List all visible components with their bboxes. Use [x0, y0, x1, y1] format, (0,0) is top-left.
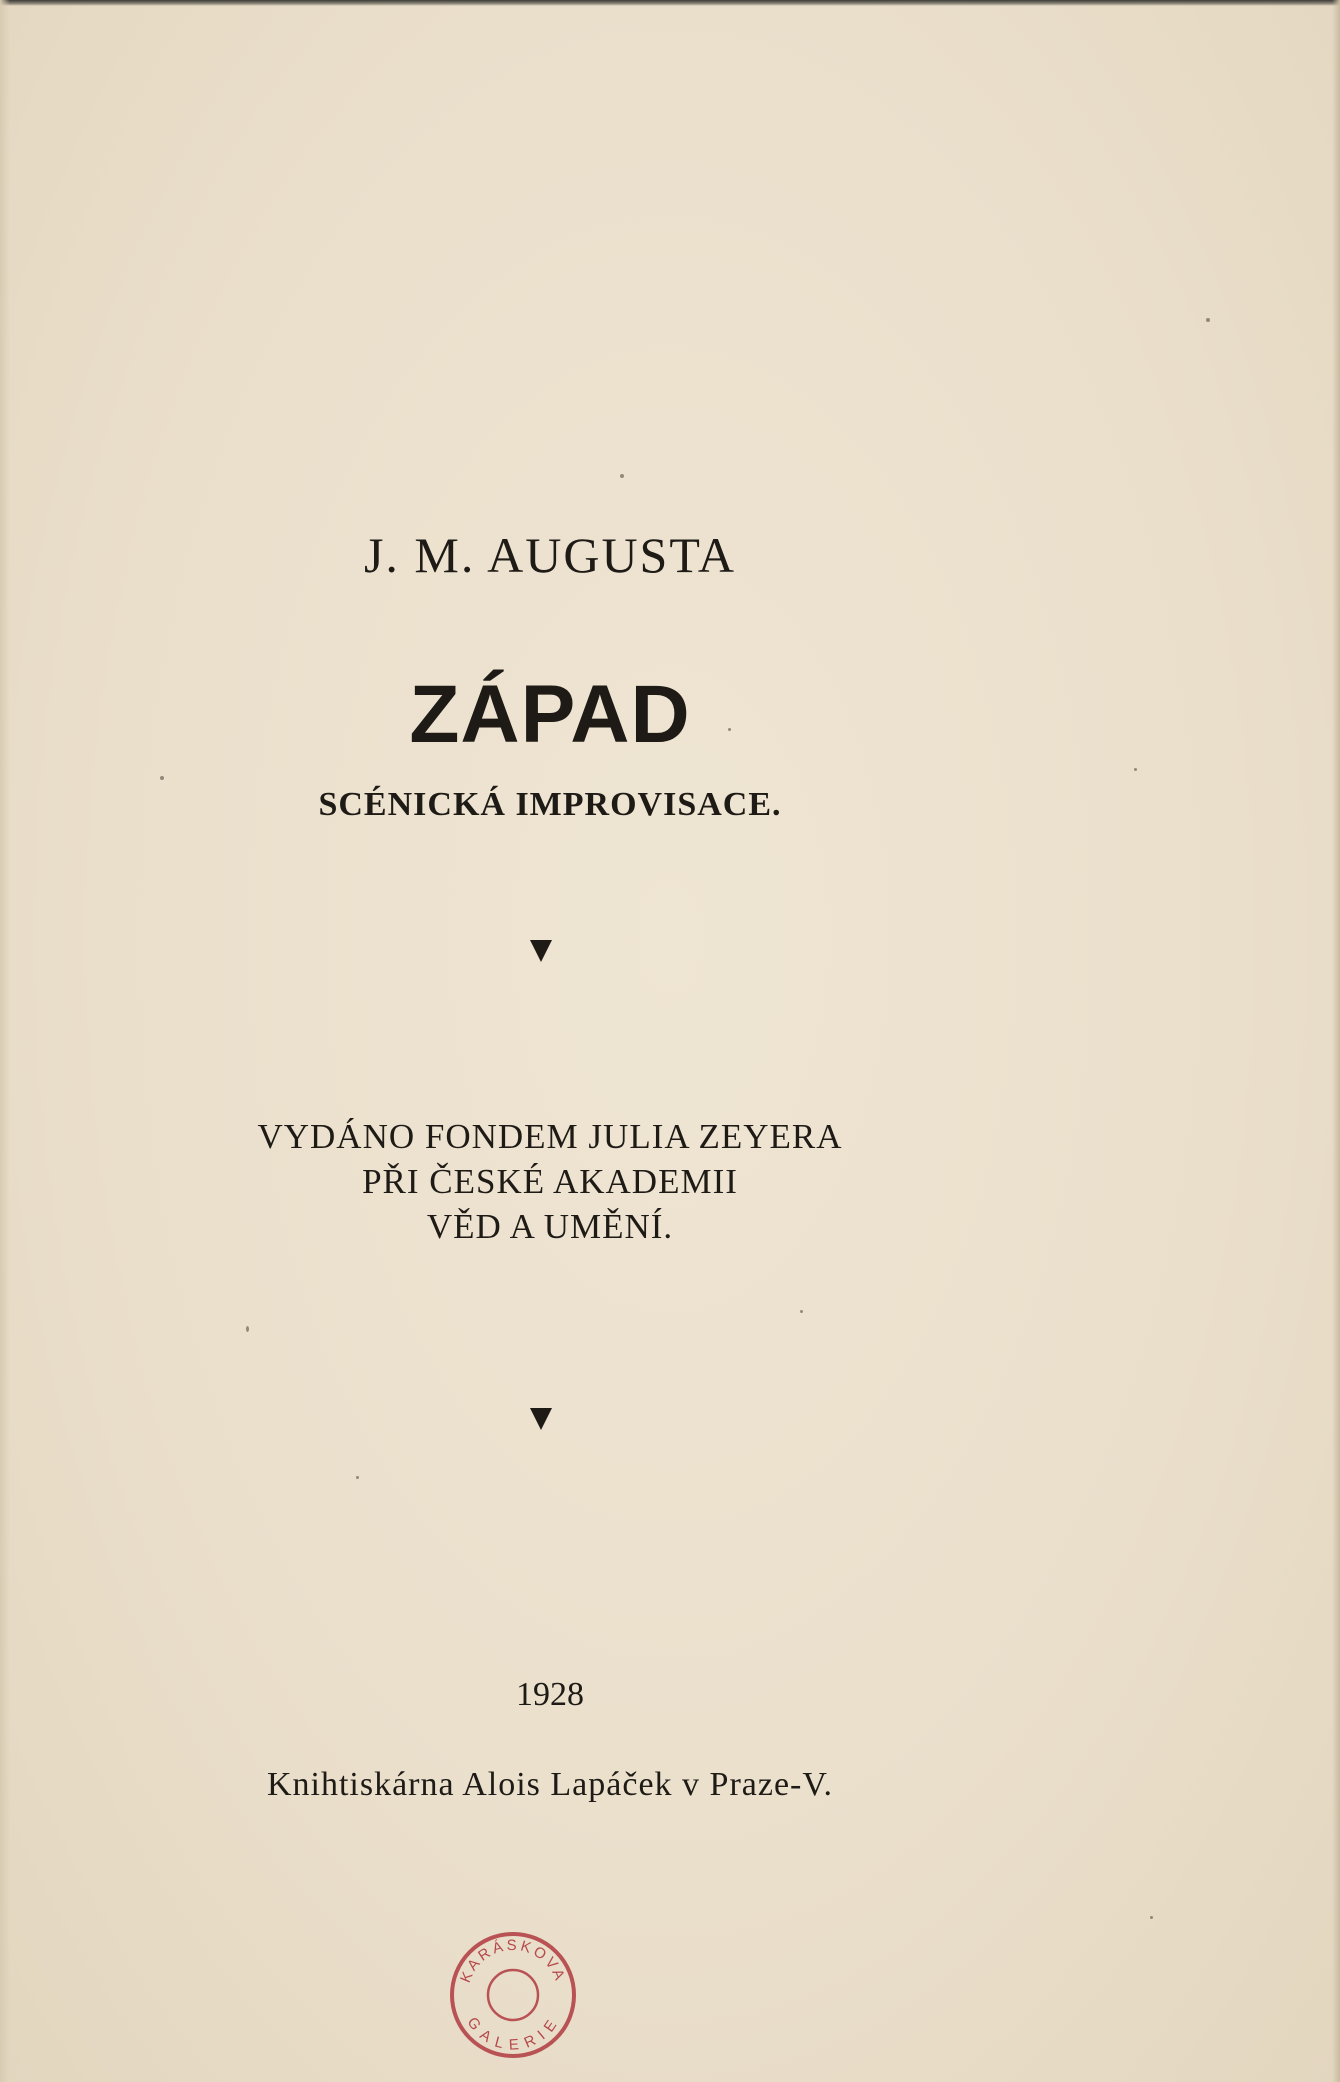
- book-subtitle: SCÉNICKÁ IMPROVISACE.: [318, 786, 782, 823]
- paper-speck: [1206, 318, 1210, 322]
- publication-note-line: VYDÁNO FONDEM JULIA ZEYERA: [257, 1117, 843, 1156]
- author-name: J. M. AUGUSTA: [363, 527, 737, 583]
- publication-note-line: PŘI ČESKÉ AKADEMII: [362, 1162, 738, 1201]
- paper-speck: [246, 1326, 249, 1332]
- publication-note-line: VĚD A UMĚNÍ.: [426, 1207, 674, 1246]
- library-stamp-icon: [446, 1928, 580, 2062]
- paper-speck: [1134, 768, 1137, 771]
- svg-text:GALERIE: GALERIE: [463, 2014, 563, 2054]
- paper-speck: [160, 776, 164, 780]
- right-edge-shadow: [1332, 0, 1340, 2082]
- top-edge-shadow: [0, 0, 1340, 6]
- paper-speck: [1150, 1916, 1153, 1919]
- paper-speck: [620, 474, 624, 478]
- book-title: ZÁPAD: [409, 669, 691, 760]
- printer-imprint: Knihtiskárna Alois Lapáček v Praze-V.: [266, 1766, 834, 1803]
- paper-speck: [800, 1310, 803, 1313]
- triangle-ornament-icon: [530, 940, 552, 962]
- svg-text:KARÁSKOVA: KARÁSKOVA: [456, 1936, 570, 1986]
- triangle-ornament-icon: [530, 1408, 552, 1430]
- publication-year: 1928: [516, 1676, 584, 1713]
- paper-speck: [356, 1476, 359, 1479]
- publication-note: [0, 1114, 1100, 1249]
